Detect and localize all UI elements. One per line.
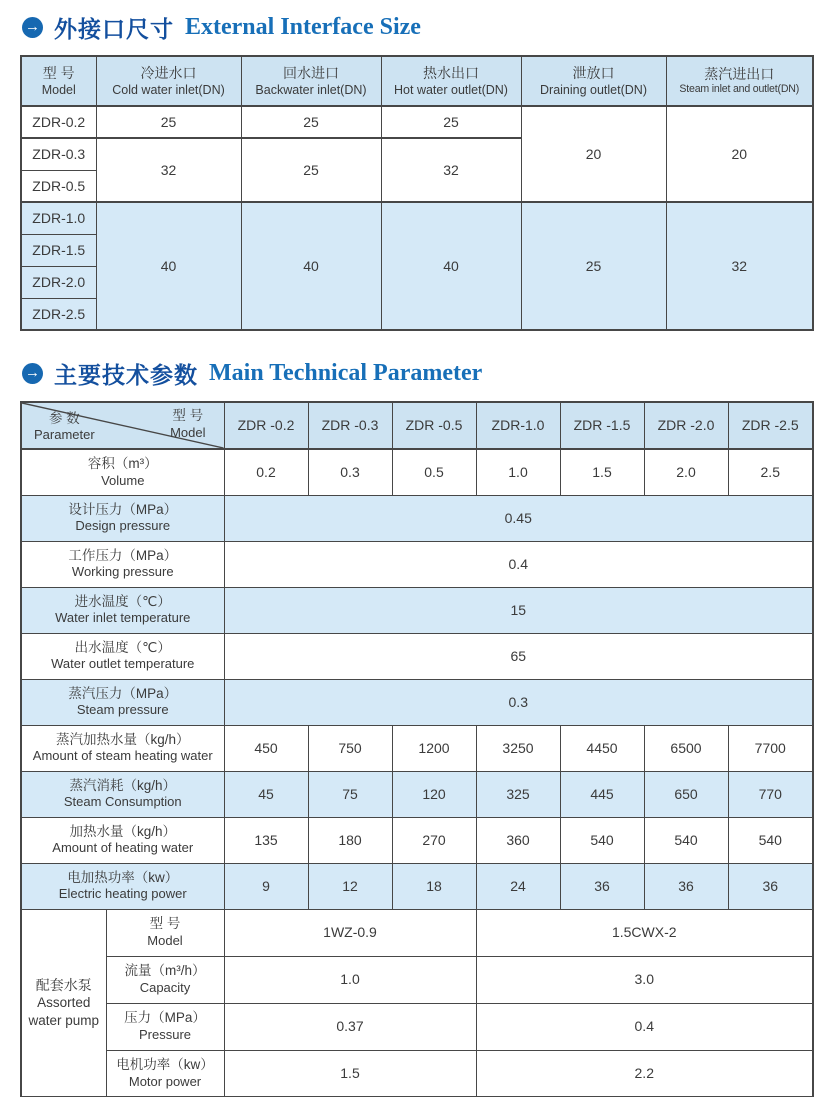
value-cell: 180 [308, 817, 392, 863]
column-header-cell: 型 号 Model [21, 56, 96, 106]
value-cell: 0.37 [224, 1003, 476, 1050]
value-cell: 0.4 [476, 1003, 813, 1050]
value-cell: 45 [224, 771, 308, 817]
value-cell: 0.3 [308, 449, 392, 495]
param-label-cell: 流量（m³/h） Capacity [106, 956, 224, 1003]
value-cell: 3.0 [476, 956, 813, 1003]
value-cell: 120 [392, 771, 476, 817]
value-cell: 1WZ-0.9 [224, 909, 476, 956]
value-cell: 135 [224, 817, 308, 863]
value-cell: 24 [476, 863, 560, 909]
value-cell: 0.45 [224, 495, 813, 541]
value-cell: 0.5 [392, 449, 476, 495]
column-header-cell: ZDR -2.0 [644, 402, 728, 449]
model-label-cell: ZDR-2.0 [21, 266, 96, 298]
corner-header-cell: 型 号 Model 参 数 Parameter [21, 402, 224, 449]
value-cell: 770 [728, 771, 813, 817]
value-cell: 1.0 [476, 449, 560, 495]
value-cell: 9 [224, 863, 308, 909]
param-label-cell: 出水温度（℃） Water outlet temperature [21, 633, 224, 679]
value-cell: 2.5 [728, 449, 813, 495]
model-label-cell: ZDR-2.5 [21, 298, 96, 330]
param-label-cell: 蒸汽压力（MPa） Steam pressure [21, 679, 224, 725]
value-cell: 360 [476, 817, 560, 863]
value-cell: 65 [224, 633, 813, 679]
model-label-cell: ZDR-1.5 [21, 234, 96, 266]
param-label-cell: 蒸汽加热水量（kg/h） Amount of steam heating water [21, 725, 224, 771]
value-cell: 2.0 [644, 449, 728, 495]
value-cell: 750 [308, 725, 392, 771]
column-header-cell: ZDR -2.5 [728, 402, 813, 449]
model-label-cell: ZDR-0.5 [21, 170, 96, 202]
value-cell: 25 [521, 202, 666, 330]
value-cell: 18 [392, 863, 476, 909]
value-cell: 36 [560, 863, 644, 909]
value-cell: 40 [241, 202, 381, 330]
param-label-cell: 型 号 Model [106, 909, 224, 956]
value-cell: 75 [308, 771, 392, 817]
value-cell: 1.5 [560, 449, 644, 495]
value-cell: 1.5 [224, 1050, 476, 1097]
value-cell: 3250 [476, 725, 560, 771]
value-cell: 0.2 [224, 449, 308, 495]
column-header-cell: ZDR -1.5 [560, 402, 644, 449]
value-cell: 32 [666, 202, 813, 330]
value-cell: 40 [381, 202, 521, 330]
value-cell: 20 [521, 106, 666, 202]
model-label-cell: ZDR-1.0 [21, 202, 96, 234]
column-header-cell: ZDR-1.0 [476, 402, 560, 449]
value-cell: 12 [308, 863, 392, 909]
value-cell: 25 [381, 106, 521, 138]
value-cell: 540 [560, 817, 644, 863]
value-cell: 7700 [728, 725, 813, 771]
value-cell: 36 [728, 863, 813, 909]
param-label-cell: 压力（MPa） Pressure [106, 1003, 224, 1050]
column-header-cell: 冷进水口 Cold water inlet(DN) [96, 56, 241, 106]
value-cell: 0.3 [224, 679, 813, 725]
param-label-cell: 进水温度（℃） Water inlet temperature [21, 587, 224, 633]
value-cell: 15 [224, 587, 813, 633]
value-cell: 4450 [560, 725, 644, 771]
column-header-cell: ZDR -0.2 [224, 402, 308, 449]
value-cell: 40 [96, 202, 241, 330]
value-cell: 20 [666, 106, 813, 202]
value-cell: 2.2 [476, 1050, 813, 1097]
column-header-cell: 热水出口 Hot water outlet(DN) [381, 56, 521, 106]
param-label-cell: 设计压力（MPa） Design pressure [21, 495, 224, 541]
column-header-cell: 泄放口 Draining outlet(DN) [521, 56, 666, 106]
value-cell: 6500 [644, 725, 728, 771]
section-title-zh: 主要技术参数 [54, 361, 198, 388]
section-title-en: External Interface Size [185, 13, 421, 40]
section-title-en: Main Technical Parameter [209, 359, 483, 386]
param-label-cell: 蒸汽消耗（kg/h） Steam Consumption [21, 771, 224, 817]
pump-group-label-cell: 配套水泵 Assorted water pump [21, 909, 106, 1097]
value-cell: 36 [644, 863, 728, 909]
arrow-right-icon: → [22, 363, 43, 384]
value-cell: 1.5CWX-2 [476, 909, 813, 956]
column-header-cell: 蒸汽进出口 Steam inlet and outlet(DN) [666, 56, 813, 106]
param-label-cell: 电加热功率（kw） Electric heating power [21, 863, 224, 909]
value-cell: 325 [476, 771, 560, 817]
external-interface-size-table [20, 55, 814, 331]
value-cell: 1.0 [224, 956, 476, 1003]
value-cell: 650 [644, 771, 728, 817]
column-header-cell: 回水进口 Backwater inlet(DN) [241, 56, 381, 106]
value-cell: 445 [560, 771, 644, 817]
value-cell: 1200 [392, 725, 476, 771]
value-cell: 0.4 [224, 541, 813, 587]
value-cell: 25 [96, 106, 241, 138]
value-cell: 270 [392, 817, 476, 863]
param-label-cell: 工作压力（MPa） Working pressure [21, 541, 224, 587]
column-header-cell: ZDR -0.5 [392, 402, 476, 449]
section-title-external-interface [22, 12, 812, 42]
value-cell: 540 [644, 817, 728, 863]
value-cell: 32 [381, 138, 521, 202]
value-cell: 25 [241, 138, 381, 202]
value-cell: 32 [96, 138, 241, 202]
value-cell: 540 [728, 817, 813, 863]
value-cell: 450 [224, 725, 308, 771]
section-title-zh: 外接口尺寸 [54, 15, 174, 42]
main-technical-parameter-table [20, 401, 814, 1097]
model-label-cell: ZDR-0.2 [21, 106, 96, 138]
param-label-cell: 加热水量（kg/h） Amount of heating water [21, 817, 224, 863]
param-label-cell: 容积（m³） Volume [21, 449, 224, 495]
param-label-cell: 电机功率（kw） Motor power [106, 1050, 224, 1097]
arrow-right-icon: → [22, 17, 43, 38]
section-title-technical-parameter [22, 358, 812, 388]
model-label-cell: ZDR-0.3 [21, 138, 96, 170]
column-header-cell: ZDR -0.3 [308, 402, 392, 449]
value-cell: 25 [241, 106, 381, 138]
